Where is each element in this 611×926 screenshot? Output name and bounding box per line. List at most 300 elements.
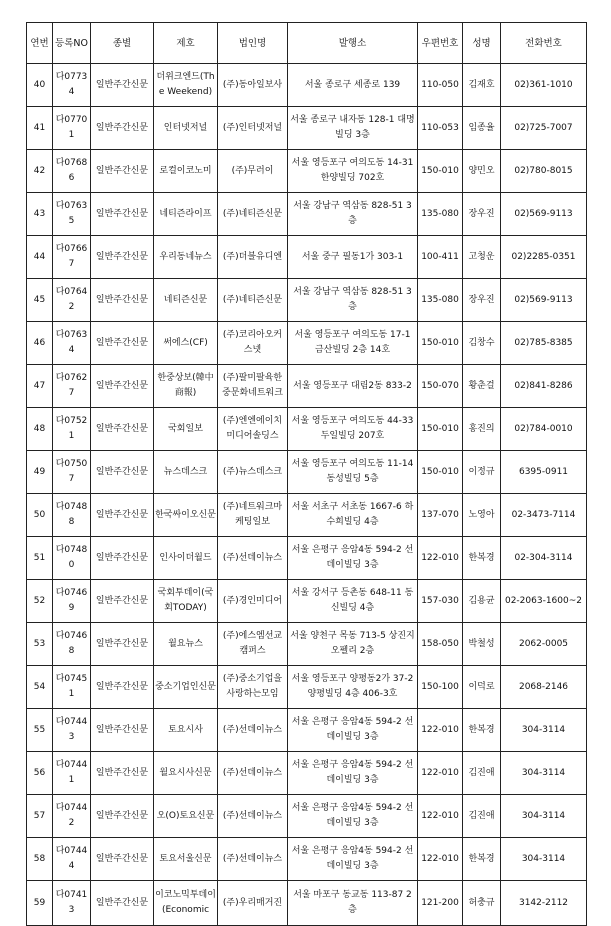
- type-cell-text: 일반주간신문: [95, 423, 149, 434]
- postal-code-cell-text: 150-010: [421, 466, 459, 477]
- type-cell: [91, 64, 154, 107]
- name-cell-text: 임종율: [468, 122, 495, 133]
- title-cell: [154, 451, 218, 494]
- table-row: [27, 580, 587, 623]
- registration-no-cell: [53, 193, 91, 236]
- address-cell: [288, 193, 418, 236]
- registration-no-cell-text: 다07701: [55, 115, 88, 140]
- serial-cell: [27, 107, 53, 150]
- corporation-cell: [218, 193, 288, 236]
- address-cell: [288, 279, 418, 322]
- title-cell: [154, 64, 218, 107]
- type-cell-text: 일반주간신문: [95, 165, 149, 176]
- corporation-cell-text: (주)무러이: [231, 165, 274, 176]
- registration-no-cell-text: 다07469: [55, 588, 88, 613]
- phone-cell: [501, 279, 587, 322]
- registration-no-cell-text: 다07443: [55, 717, 88, 742]
- corporation-cell-text: (주)선데이뉴스: [222, 767, 283, 778]
- name-cell: [463, 279, 501, 322]
- registration-no-cell-text: 다07451: [55, 674, 88, 699]
- title-cell: [154, 279, 218, 322]
- type-cell: [91, 666, 154, 709]
- address-cell: [288, 709, 418, 752]
- registration-no-cell-text: 다07686: [55, 158, 88, 183]
- registration-no-cell-text: 다07507: [55, 459, 88, 484]
- type-cell-text: 일반주간신문: [95, 897, 149, 908]
- registration-no-cell-text: 다07642: [55, 287, 88, 312]
- name-cell: [463, 365, 501, 408]
- title-cell-text: 인터넷저널: [163, 122, 208, 133]
- name-cell: [463, 623, 501, 666]
- table-row: [27, 881, 587, 926]
- address-cell: [288, 494, 418, 537]
- phone-cell: [501, 494, 587, 537]
- corporation-cell: [218, 666, 288, 709]
- table-row: [27, 666, 587, 709]
- table-row: [27, 193, 587, 236]
- type-cell-text: 일반주간신문: [95, 509, 149, 520]
- registration-no-cell-text: 다07627: [55, 373, 88, 398]
- serial-cell-text: 54: [33, 681, 46, 692]
- serial-cell-text: 44: [33, 251, 46, 262]
- type-cell: [91, 107, 154, 150]
- name-cell-text: 이정규: [468, 466, 495, 477]
- title-cell-text: 뉴스데스크: [163, 466, 208, 477]
- serial-cell-text: 55: [33, 724, 46, 735]
- type-cell: [91, 752, 154, 795]
- type-cell-text: 일반주간신문: [95, 251, 149, 262]
- type-cell-text: 일반주간신문: [95, 208, 149, 219]
- corporation-cell-text: (주)엔엔에이치미디어솔딩스: [222, 416, 283, 441]
- address-cell: [288, 666, 418, 709]
- type-cell: [91, 795, 154, 838]
- registration-no-cell: [53, 494, 91, 537]
- name-cell-text: 장우진: [468, 294, 495, 305]
- type-cell: [91, 365, 154, 408]
- name-cell: [463, 795, 501, 838]
- phone-cell: [501, 64, 587, 107]
- corporation-cell-text: (주)코리아오커스넷: [222, 330, 283, 355]
- phone-cell: [501, 752, 587, 795]
- serial-cell-text: 51: [33, 552, 46, 563]
- registration-no-cell-text: 다07468: [55, 631, 88, 656]
- corporation-cell-text: (주)팔미팔육한중문화네트워크: [222, 373, 283, 398]
- table-row: [27, 623, 587, 666]
- postal-code-cell-text: 137-070: [421, 509, 459, 520]
- corporation-cell: [218, 580, 288, 623]
- phone-cell: [501, 709, 587, 752]
- corporation-cell-text: (주)에스엠선교캠퍼스: [222, 631, 283, 656]
- name-cell-text: 김진애: [468, 767, 495, 778]
- registration-no-cell: [53, 64, 91, 107]
- postal-code-cell-text: 122-010: [421, 767, 459, 778]
- title-cell-text: 월요시사신문: [159, 767, 212, 778]
- corporation-cell-text: (주)우리매거진: [222, 897, 283, 908]
- phone-cell-text: 02)569-9113: [514, 294, 573, 305]
- title-cell-text: 인사이더월드: [159, 552, 212, 563]
- registration-no-cell: [53, 537, 91, 580]
- phone-cell-text: 02)361-1010: [514, 79, 573, 90]
- table-row: [27, 537, 587, 580]
- address-cell-text: 서울 은평구 응암4동 594-2 선데이빌딩 3층: [291, 846, 414, 871]
- phone-cell-text: 2062-0005: [518, 638, 569, 649]
- address-cell-text: 서울 강남구 역삼동 828-51 3층: [293, 201, 412, 226]
- address-cell: [288, 623, 418, 666]
- address-cell: [288, 795, 418, 838]
- serial-cell: [27, 838, 53, 881]
- name-cell: [463, 107, 501, 150]
- corporation-cell-text: (주)뉴스데스크: [222, 466, 283, 477]
- serial-cell: [27, 150, 53, 193]
- title-cell: [154, 838, 218, 881]
- address-cell-text: 서울 영등포구 대림2동 833-2: [293, 380, 412, 391]
- registration-no-cell: [53, 752, 91, 795]
- header-name: 성명: [463, 23, 501, 64]
- newspaper-registry-table: [26, 22, 587, 926]
- title-cell-text: 한중상보(韓中商報): [157, 373, 214, 398]
- corporation-cell: [218, 494, 288, 537]
- phone-cell: [501, 107, 587, 150]
- address-cell: [288, 107, 418, 150]
- title-cell: [154, 365, 218, 408]
- title-cell: [154, 150, 218, 193]
- registration-no-cell: [53, 279, 91, 322]
- name-cell-text: 노영아: [468, 509, 495, 520]
- registry-sheet: [26, 22, 587, 926]
- postal-code-cell-text: 110-050: [421, 79, 459, 90]
- phone-cell-text: 02)784-0010: [514, 423, 573, 434]
- title-cell: [154, 494, 218, 537]
- type-cell-text: 일반주간신문: [95, 681, 149, 692]
- header-title: 제호: [154, 23, 218, 64]
- title-cell: [154, 408, 218, 451]
- serial-cell-text: 58: [33, 853, 46, 864]
- postal-code-cell-text: 110-053: [421, 122, 459, 133]
- table-row: [27, 107, 587, 150]
- phone-cell-text: 2068-2146: [518, 681, 569, 692]
- serial-cell: [27, 666, 53, 709]
- type-cell-text: 일반주간신문: [95, 294, 149, 305]
- type-cell-text: 일반주간신문: [95, 767, 149, 778]
- title-cell: [154, 580, 218, 623]
- corporation-cell: [218, 365, 288, 408]
- title-cell-text: 우리동네뉴스: [159, 251, 212, 262]
- name-cell: [463, 537, 501, 580]
- header-registration-no: 등록NO: [53, 23, 91, 64]
- title-cell: [154, 666, 218, 709]
- type-cell: [91, 236, 154, 279]
- corporation-cell: [218, 709, 288, 752]
- serial-cell: [27, 279, 53, 322]
- postal-code-cell: [418, 752, 463, 795]
- name-cell-text: 김진애: [468, 810, 495, 821]
- serial-cell: [27, 408, 53, 451]
- serial-cell: [27, 881, 53, 926]
- type-cell-text: 일반주간신문: [95, 724, 149, 735]
- table-header-row: [27, 23, 587, 64]
- type-cell-text: 일반주간신문: [95, 595, 149, 606]
- title-cell-text: 더위크엔드(The Weekend): [156, 72, 215, 97]
- postal-code-cell-text: 135-080: [421, 294, 459, 305]
- name-cell-text: 김재호: [468, 79, 495, 90]
- serial-cell: [27, 451, 53, 494]
- corporation-cell: [218, 107, 288, 150]
- serial-cell-text: 49: [33, 466, 46, 477]
- corporation-cell-text: (주)경인미디어: [222, 595, 283, 606]
- phone-cell-text: 3142-2112: [518, 897, 569, 908]
- table-row: [27, 365, 587, 408]
- name-cell: [463, 494, 501, 537]
- registration-no-cell: [53, 107, 91, 150]
- phone-cell-text: 304-3114: [521, 810, 566, 821]
- name-cell-text: 허충규: [468, 897, 495, 908]
- postal-code-cell-text: 150-010: [421, 337, 459, 348]
- address-cell: [288, 150, 418, 193]
- postal-code-cell: [418, 365, 463, 408]
- name-cell-text: 박철성: [468, 638, 495, 649]
- serial-cell-text: 59: [33, 897, 46, 908]
- type-cell-text: 일반주간신문: [95, 380, 149, 391]
- phone-cell: [501, 451, 587, 494]
- address-cell-text: 서울 서초구 서초동 1667-6 하수희빌딩 4층: [291, 502, 414, 527]
- title-cell-text: 오(O)토요신문: [156, 810, 215, 821]
- registration-no-cell-text: 다07444: [55, 846, 88, 871]
- postal-code-cell-text: 122-010: [421, 724, 459, 735]
- registration-no-cell: [53, 709, 91, 752]
- postal-code-cell: [418, 666, 463, 709]
- corporation-cell-text: (주)중소기업을사랑하는모임: [222, 674, 283, 699]
- title-cell: [154, 107, 218, 150]
- address-cell: [288, 322, 418, 365]
- name-cell-text: 김창수: [468, 337, 495, 348]
- title-cell: [154, 881, 218, 926]
- serial-cell: [27, 193, 53, 236]
- postal-code-cell: [418, 107, 463, 150]
- header-postal-code: 우편번호: [418, 23, 463, 64]
- postal-code-cell: [418, 838, 463, 881]
- address-cell-text: 서울 은평구 응암4동 594-2 선데이빌딩 3층: [291, 803, 414, 828]
- corporation-cell: [218, 408, 288, 451]
- corporation-cell: [218, 322, 288, 365]
- address-cell-text: 서울 종로구 내자동 128-1 대명빌딩 3층: [290, 115, 415, 140]
- registration-no-cell-text: 다07521: [55, 416, 88, 441]
- phone-cell-text: 02)841-8286: [514, 380, 573, 391]
- postal-code-cell-text: 122-010: [421, 552, 459, 563]
- name-cell-text: 고청운: [468, 251, 495, 262]
- address-cell-text: 서울 강남구 역삼동 828-51 3층: [293, 287, 412, 312]
- type-cell-text: 일반주간신문: [95, 337, 149, 348]
- phone-cell: [501, 408, 587, 451]
- corporation-cell-text: (주)인터넷저널: [222, 122, 283, 133]
- serial-cell-text: 42: [33, 165, 46, 176]
- postal-code-cell-text: 150-010: [421, 423, 459, 434]
- postal-code-cell-text: 121-200: [421, 897, 459, 908]
- serial-cell-text: 57: [33, 810, 46, 821]
- registration-no-cell: [53, 666, 91, 709]
- registration-no-cell: [53, 795, 91, 838]
- serial-cell: [27, 64, 53, 107]
- name-cell: [463, 408, 501, 451]
- title-cell-text: 네티즌신문: [163, 294, 208, 305]
- corporation-cell-text: (주)선데이뉴스: [222, 810, 283, 821]
- name-cell: [463, 193, 501, 236]
- corporation-cell: [218, 537, 288, 580]
- name-cell: [463, 451, 501, 494]
- postal-code-cell-text: 157-030: [421, 595, 459, 606]
- corporation-cell-text: (주)선데이뉴스: [222, 853, 283, 864]
- title-cell: [154, 709, 218, 752]
- phone-cell-text: 02-2063-1600~2: [504, 595, 583, 606]
- registration-no-cell-text: 다07480: [55, 545, 88, 570]
- postal-code-cell-text: 150-010: [421, 165, 459, 176]
- table-row: [27, 408, 587, 451]
- postal-code-cell: [418, 494, 463, 537]
- registration-no-cell: [53, 580, 91, 623]
- phone-cell: [501, 795, 587, 838]
- registration-no-cell-text: 다07441: [55, 760, 88, 785]
- postal-code-cell: [418, 451, 463, 494]
- title-cell: [154, 193, 218, 236]
- name-cell: [463, 150, 501, 193]
- type-cell-text: 일반주간신문: [95, 853, 149, 864]
- serial-cell-text: 50: [33, 509, 46, 520]
- type-cell-text: 일반주간신문: [95, 466, 149, 477]
- table-row: [27, 838, 587, 881]
- corporation-cell-text: (주)동아일보사: [222, 79, 283, 90]
- serial-cell: [27, 322, 53, 365]
- type-cell: [91, 623, 154, 666]
- corporation-cell-text: (주)네티즌신문: [222, 208, 283, 219]
- phone-cell: [501, 365, 587, 408]
- phone-cell-text: 304-3114: [521, 724, 566, 735]
- registration-no-cell-text: 다07488: [55, 502, 88, 527]
- title-cell: [154, 795, 218, 838]
- name-cell-text: 장우진: [468, 208, 495, 219]
- title-cell: [154, 322, 218, 365]
- serial-cell: [27, 623, 53, 666]
- serial-cell: [27, 537, 53, 580]
- phone-cell: [501, 236, 587, 279]
- serial-cell: [27, 494, 53, 537]
- serial-cell-text: 52: [33, 595, 46, 606]
- registration-no-cell: [53, 838, 91, 881]
- address-cell-text: 서울 영등포구 양평동2가 37-2 양평빌딩 4층 406-3호: [291, 674, 414, 699]
- postal-code-cell: [418, 709, 463, 752]
- address-cell: [288, 451, 418, 494]
- type-cell: [91, 451, 154, 494]
- registration-no-cell: [53, 365, 91, 408]
- name-cell-text: 한복경: [468, 724, 495, 735]
- type-cell: [91, 838, 154, 881]
- registration-no-cell-text: 다07413: [55, 890, 88, 915]
- table-row: [27, 451, 587, 494]
- type-cell: [91, 537, 154, 580]
- postal-code-cell: [418, 580, 463, 623]
- corporation-cell: [218, 881, 288, 926]
- phone-cell-text: 02)2285-0351: [511, 251, 576, 262]
- postal-code-cell: [418, 236, 463, 279]
- title-cell-text: 중소기업인신문: [155, 681, 216, 692]
- title-cell-text: 로컬이코노미: [159, 165, 212, 176]
- name-cell-text: 한복경: [468, 552, 495, 563]
- phone-cell-text: 6395-0911: [518, 466, 569, 477]
- postal-code-cell-text: 135-080: [421, 208, 459, 219]
- title-cell: [154, 537, 218, 580]
- phone-cell-text: 02)725-7007: [514, 122, 573, 133]
- address-cell: [288, 64, 418, 107]
- address-cell: [288, 365, 418, 408]
- name-cell: [463, 580, 501, 623]
- name-cell: [463, 881, 501, 926]
- phone-cell-text: 02-3473-7114: [511, 509, 576, 520]
- serial-cell-text: 53: [33, 638, 46, 649]
- serial-cell: [27, 236, 53, 279]
- registration-no-cell: [53, 150, 91, 193]
- corporation-cell: [218, 752, 288, 795]
- phone-cell: [501, 838, 587, 881]
- postal-code-cell: [418, 322, 463, 365]
- phone-cell-text: 02)569-9113: [514, 208, 573, 219]
- header-serial: 연번: [27, 23, 53, 64]
- serial-cell-text: 43: [33, 208, 46, 219]
- address-cell: [288, 537, 418, 580]
- table-row: [27, 795, 587, 838]
- corporation-cell: [218, 150, 288, 193]
- phone-cell: [501, 322, 587, 365]
- title-cell-text: 한국싸이오신문: [155, 509, 216, 520]
- serial-cell: [27, 580, 53, 623]
- title-cell-text: 국회투데이(국회TODAY): [157, 588, 214, 613]
- address-cell-text: 서울 은평구 응암4동 594-2 선데이빌딩 3층: [291, 545, 414, 570]
- phone-cell-text: 304-3114: [521, 767, 566, 778]
- type-cell: [91, 193, 154, 236]
- postal-code-cell-text: 100-411: [421, 251, 459, 262]
- postal-code-cell-text: 122-010: [421, 853, 459, 864]
- type-cell: [91, 881, 154, 926]
- postal-code-cell-text: 122-010: [421, 810, 459, 821]
- title-cell: [154, 236, 218, 279]
- name-cell-text: 양민오: [468, 165, 495, 176]
- type-cell: [91, 279, 154, 322]
- title-cell-text: 네티즌라이프: [159, 208, 212, 219]
- name-cell: [463, 236, 501, 279]
- registration-no-cell: [53, 322, 91, 365]
- title-cell-text: 월요뉴스: [168, 638, 203, 649]
- title-cell-text: 써에스(CF): [163, 337, 208, 348]
- title-cell-text: 이코노믹투데이(Economic: [155, 890, 216, 915]
- registration-no-cell-text: 다07667: [55, 244, 88, 269]
- phone-cell-text: 304-3114: [521, 853, 566, 864]
- type-cell: [91, 494, 154, 537]
- address-cell: [288, 580, 418, 623]
- address-cell-text: 서울 영등포구 여의도동 11-14 동성빌딩 5층: [291, 459, 414, 484]
- corporation-cell: [218, 236, 288, 279]
- name-cell-text: 황춘걸: [468, 380, 495, 391]
- serial-cell: [27, 795, 53, 838]
- name-cell: [463, 322, 501, 365]
- serial-cell-text: 45: [33, 294, 46, 305]
- title-cell: [154, 752, 218, 795]
- address-cell-text: 서울 마포구 동교동 113-87 2층: [293, 890, 412, 915]
- serial-cell-text: 56: [33, 767, 46, 778]
- name-cell-text: 홍진의: [468, 423, 495, 434]
- postal-code-cell: [418, 64, 463, 107]
- registration-no-cell-text: 다07635: [55, 201, 88, 226]
- address-cell-text: 서울 강서구 등촌동 648-11 동신빌딩 4층: [291, 588, 414, 613]
- corporation-cell-text: (주)더블유디엔: [222, 251, 283, 262]
- postal-code-cell-text: 150-070: [421, 380, 459, 391]
- phone-cell-text: 02-304-3114: [514, 552, 573, 563]
